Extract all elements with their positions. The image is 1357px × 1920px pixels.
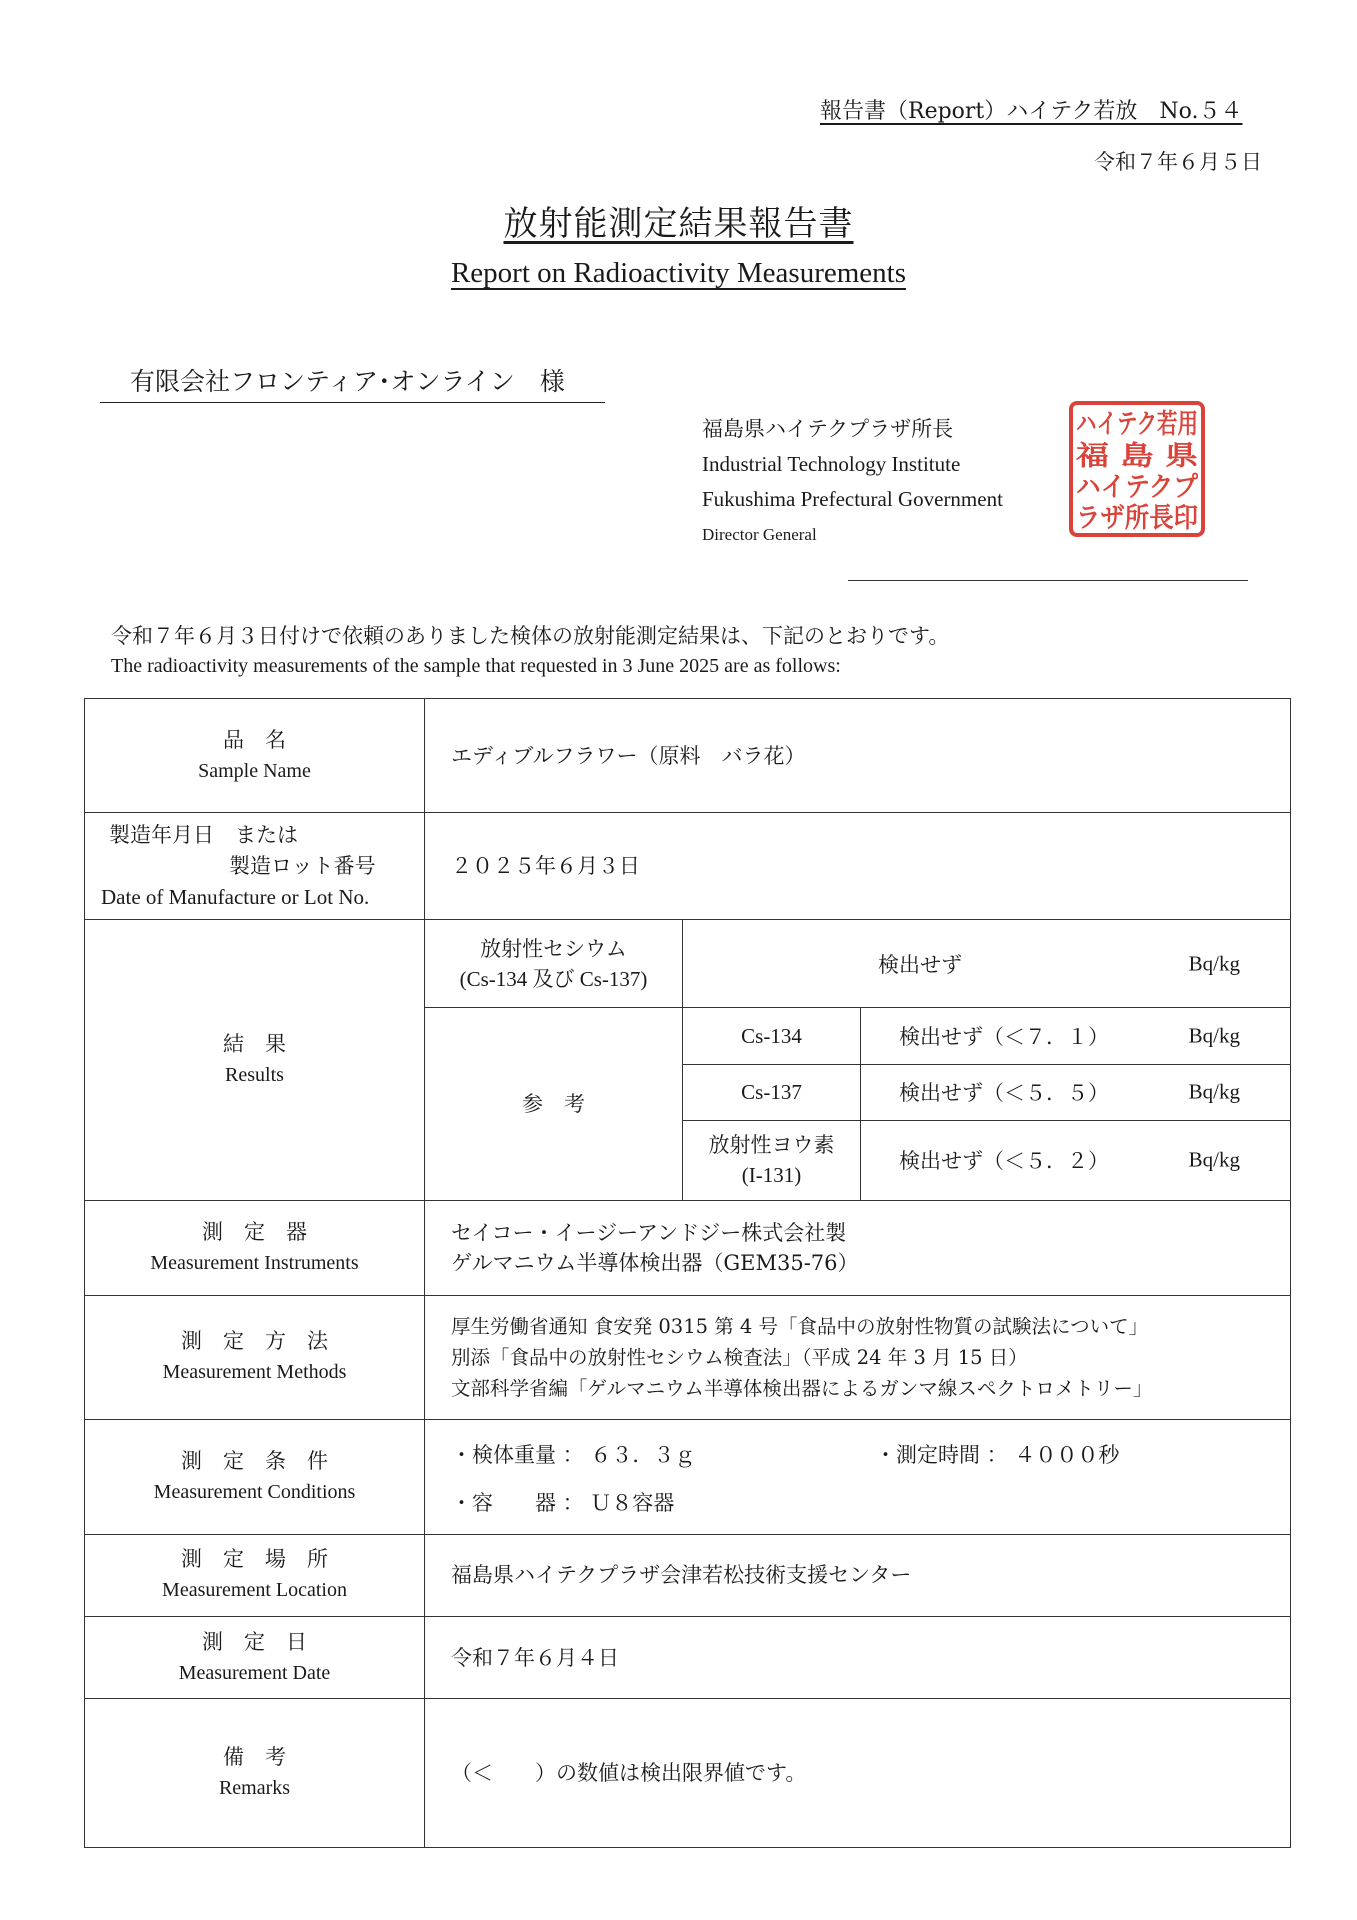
value-conditions [425,1420,1291,1534]
signature-line [848,580,1248,581]
svg-text:ラザ所長印: ラザ所長印 [1076,503,1198,534]
condition-container: ・容 器 ： Ｕ８容器 [451,1491,675,1516]
title-japanese: 放射能測定結果報告書 [503,204,854,244]
value-cs134: 検出せず（＜７．１） Bq/kg [861,1008,1291,1064]
value-remarks: （＜ ）の数値は検出限界値です。 [425,1699,1291,1848]
value-cs137: 検出せず（＜５．５） Bq/kg [861,1064,1291,1120]
row-location [85,1534,1291,1616]
nuclide-i131: 放射性ヨウ素 (I-131) [683,1120,861,1200]
results-table [84,698,1291,1848]
label-reference: 参 考 [425,1008,683,1201]
label-methods: 測 定 方 法 Measurement Methods [85,1295,425,1420]
svg-text:ハイテクプ: ハイテクプ [1076,472,1199,503]
row-instruments [85,1201,1291,1295]
row-sample-name [85,699,1291,813]
label-measurement-date: 測 定 日 Measurement Date [85,1616,425,1698]
intro-english: The radioactivity measurements of the sample that requested in 3 June 2025 are as follows: [111,655,841,677]
value-cesium: 検出せず Bq/kg [683,919,1291,1007]
value-measurement-date: 令和７年６月４日 [425,1616,1291,1698]
value-manufacture: ２０２５年６月３日 [425,813,1291,919]
nuclide-cs134: Cs-134 [683,1008,861,1064]
label-results: 結 果 Results [85,919,425,1200]
label-cesium: 放射性セシウム (Cs-134 及び Cs-137) [425,919,683,1007]
issuer-block [702,412,1003,552]
label-remarks: 備 考 Remarks [85,1699,425,1848]
issuer-title: Director General [702,525,817,544]
row-methods [85,1295,1291,1420]
issuer-name-ja: 福島県ハイテクプラザ所長 [702,417,954,441]
value-sample-name: エディブルフラワー（原料 バラ花） [425,699,1291,813]
label-sample-name: 品 名 Sample Name [85,699,425,813]
value-i131: 検出せず（＜５．２） Bq/kg [861,1120,1291,1200]
value-instruments: セイコー・イージーアンドジー株式会社製 ゲルマニウム半導体検出器（GEM35-76） [425,1201,1291,1295]
label-conditions: 測 定 条 件 Measurement Conditions [85,1420,425,1534]
condition-time: ・測定時間 ： ４０００秒 [875,1443,1120,1468]
label-instruments: 測 定 器 Measurement Instruments [85,1201,425,1295]
nuclide-cs137: Cs-137 [683,1064,861,1120]
label-location: 測 定 場 所 Measurement Location [85,1534,425,1616]
row-remarks [85,1699,1291,1848]
row-measurement-date [85,1616,1291,1698]
recipient: 有限会社フロンティア･オンライン 様 [100,362,605,403]
report-number: 報告書（Report）ハイテク若放 No.５４ [820,99,1243,124]
report-date: 令和７年６月５日 [1094,150,1262,174]
label-manufacture: 製造年月日 または 製造ロット番号 Date of Manufacture or Lot No. [85,813,425,919]
issuer-name-en-1: Industrial Technology Institute [702,452,961,476]
condition-weight: ・検体重量 ： ６３．３ｇ [451,1443,696,1468]
row-conditions [85,1420,1291,1534]
issuer-name-en-2: Fukushima Prefectural Government [702,487,1003,511]
value-location: 福島県ハイテクプラザ会津若松技術支援センター [425,1534,1291,1616]
title-english: Report on Radioactivity Measurements [450,257,907,289]
row-cesium [85,919,1291,1007]
intro-japanese: 令和７年６月３日付けで依頼のありました検体の放射能測定結果は、下記のとおりです。 [111,624,950,648]
official-seal-icon [1068,400,1206,538]
svg-text:福 島 県: 福 島 県 [1076,441,1176,472]
value-methods: 厚生労働省通知 食安発 0315 第 4 号「食品中の放射性物質の試験法について」 別添「食品中の放射性セシウム検査法」（平成 24 年 3 月 15 日） 文部科学省編「ゲルマニウム半導体検出器によるガンマ線スペクトロメトリー」 [425,1295,1291,1420]
svg-text:ハイテク若用: ハイテク若用 [1076,409,1198,440]
row-manufacture [85,813,1291,919]
